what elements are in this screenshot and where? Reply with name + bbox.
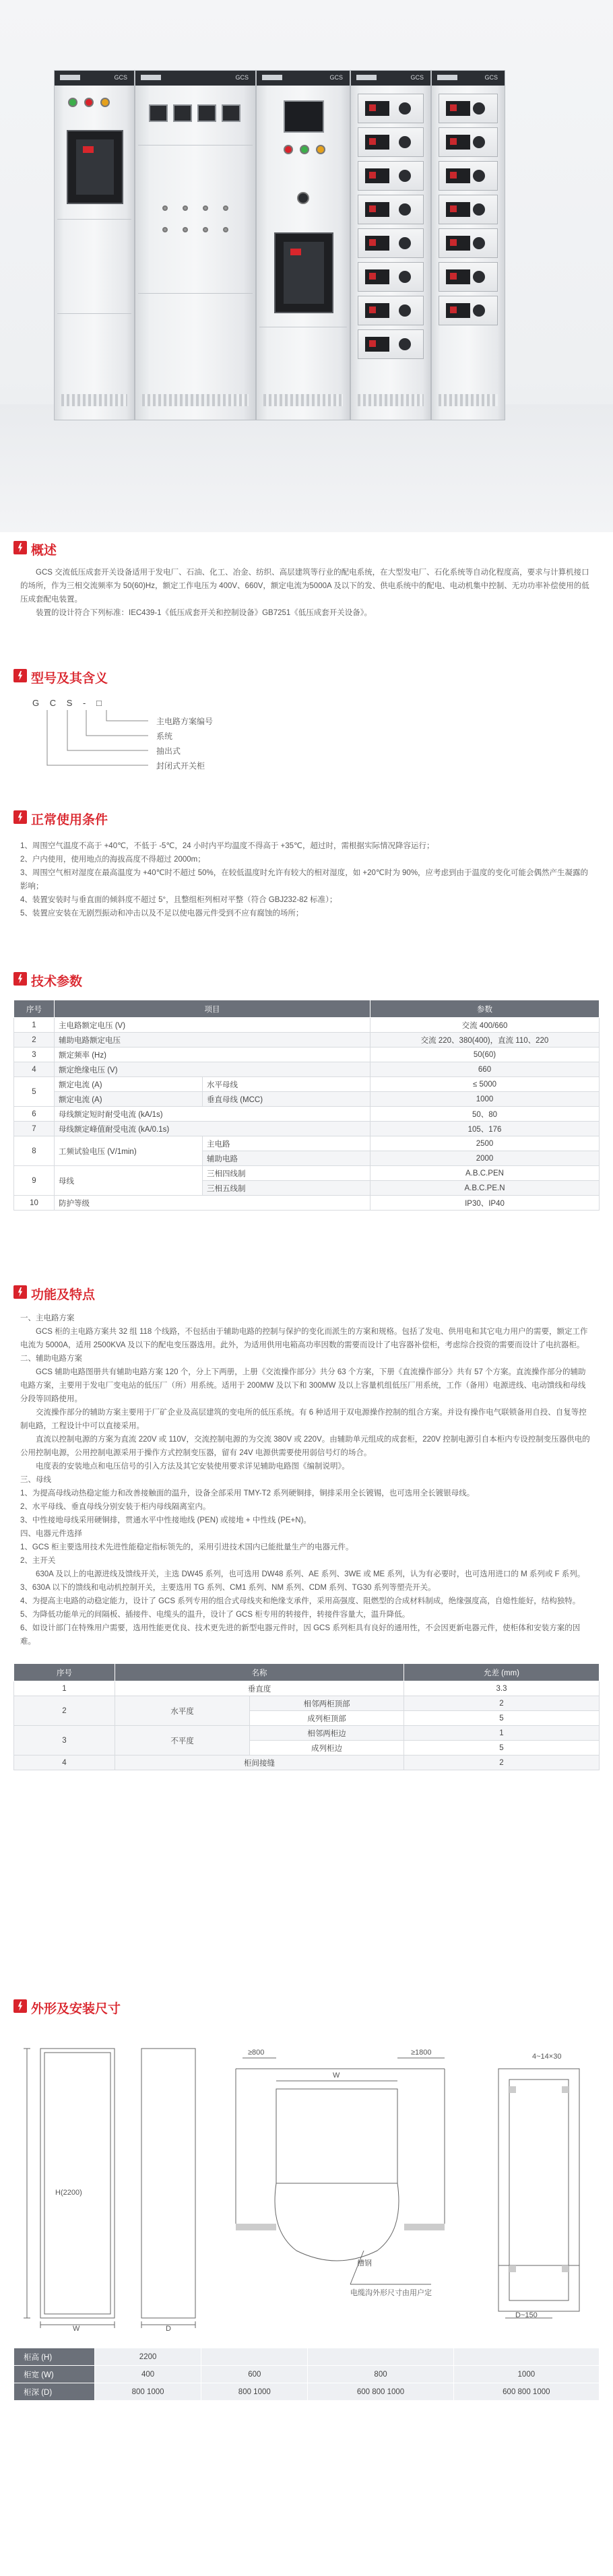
tech-header-val: 参数 bbox=[370, 1000, 600, 1018]
table-row: 5 额定电流 (A) 水平母线 ≤ 5000 bbox=[14, 1077, 600, 1092]
table-row: 辅助电路 2000 bbox=[14, 1151, 600, 1166]
dim-label-hole: 4~14×30 bbox=[532, 2053, 562, 2061]
table-row: 三相五线制 A.B.C.PE.N bbox=[14, 1181, 600, 1196]
model-bracket-lines bbox=[13, 695, 162, 775]
model-section bbox=[13, 667, 600, 775]
table-row: 8 工频试验电压 (V/1min) 主电路 2500 bbox=[14, 1136, 600, 1151]
dims-title: 外形及安装尺寸 bbox=[31, 2002, 121, 2016]
dim-label-front-gap: ≥800 bbox=[248, 2049, 265, 2057]
table-row: 成列柜边 5 bbox=[14, 1741, 600, 1756]
tech-header-no: 序号 bbox=[14, 1000, 55, 1018]
model-label-1: 主电路方案编号 bbox=[156, 717, 214, 726]
dim-label-trench: 电缆沟外形尺寸由用户定 bbox=[350, 2289, 432, 2297]
section-marker-icon bbox=[13, 541, 27, 554]
section-marker-icon bbox=[13, 810, 27, 824]
table-row: 7 母线额定峰值耐受电流 (kA/0.1s) 105、176 bbox=[14, 1122, 600, 1136]
floor bbox=[0, 404, 613, 532]
section-marker-icon bbox=[13, 1999, 27, 2013]
cabinet-2 bbox=[135, 70, 256, 420]
dim-label-h: H(2200) bbox=[55, 2189, 82, 2197]
condition-item-1: 1、周围空气温度不高于 +40℃，不低于 -5℃，24 小时内平均温度不得高于 +35℃，超过时，需根据实际情况降容运行； bbox=[20, 842, 434, 850]
cabinet-label: GCS bbox=[329, 74, 343, 81]
tech-table bbox=[13, 1000, 600, 1211]
dim-label-cable: 槽钢 bbox=[357, 2259, 372, 2267]
dim-label-d150: D~150 bbox=[515, 2311, 538, 2319]
table-row: 柜高 (H) 2200 bbox=[14, 2348, 600, 2366]
table-row: 1 主电路额定电压 (V) 交流 400/660 bbox=[14, 1018, 600, 1033]
dim-label-back-gap: ≥1800 bbox=[411, 2049, 432, 2057]
table-row: 柜宽 (W) 400 600 800 1000 bbox=[14, 2366, 600, 2383]
model-label-3: 抽出式 bbox=[156, 746, 181, 756]
cabinet-label: GCS bbox=[484, 74, 498, 81]
product-hero-image bbox=[0, 0, 613, 532]
section-marker-icon bbox=[13, 669, 27, 682]
model-label-4: 封闭式开关柜 bbox=[156, 761, 205, 771]
cabinet-5 bbox=[431, 70, 505, 420]
table-row: 2 辅助电路额定电压 交流 220、380(400)，直流 110、220 bbox=[14, 1033, 600, 1048]
cabinet-label: GCS bbox=[114, 74, 127, 81]
table-row: 3 不平度 相邻两柜边 1 bbox=[14, 1726, 600, 1741]
cabinet-3 bbox=[256, 70, 350, 420]
overview-section bbox=[13, 539, 600, 620]
table-row: 6 母线额定短时耐受电流 (kA/1s) 50、80 bbox=[14, 1107, 600, 1122]
table-row: 9 母线 三相四线制 A.B.C.PEN bbox=[14, 1166, 600, 1181]
dim-label-d: D bbox=[166, 2325, 171, 2333]
condition-item-3: 3、周围空气相对湿度在最高温度为 +40℃时不超过 50%，在较低温度时允许有较大的相对湿度，如 +20℃时为 90%，应考虑到由于温度的变化可能会偶然产生凝露的影响； bbox=[20, 869, 589, 891]
table-row: 3 额定频率 (Hz) 50(60) bbox=[14, 1048, 600, 1062]
model-title: 型号及其含义 bbox=[31, 672, 108, 686]
conditions-section bbox=[13, 808, 600, 920]
cabinet-label: GCS bbox=[235, 74, 249, 81]
tech-title: 技术参数 bbox=[31, 975, 83, 989]
table-row: 柜深 (D) 800 1000 800 1000 600 800 1000 600 800 1000 bbox=[14, 2383, 600, 2401]
dimension-drawing-svg bbox=[13, 2028, 600, 2331]
table-row: 成列柜顶部 5 bbox=[14, 1711, 600, 1726]
table-row: 4 柜间接缝 2 bbox=[14, 1756, 600, 1770]
dimension-table bbox=[13, 2348, 600, 2401]
condition-item-2: 2、户内使用，使用地点的海拔高度不得超过 2000m； bbox=[20, 856, 205, 864]
dims-section bbox=[13, 1997, 600, 2401]
conditions-title: 正常使用条件 bbox=[31, 813, 108, 827]
condition-item-4: 4、装置安装时与垂直面的倾斜度不超过 5°，且整组柜列相对平整（符合 GBJ232-82 标准）； bbox=[20, 896, 337, 904]
cabinet-4 bbox=[350, 70, 431, 420]
dim-label-w: W bbox=[73, 2325, 80, 2333]
overview-paragraph-1: GCS 交流低压成套开关设备适用于发电厂、石油、化工、冶金、纺织、高层建筑等行业的配电系统，在大型发电厂、石化系统等自动化程度高，要求与计算机接口的场所，作为三相交流频率为 50(60)Hz，额定工作电压为 400V、660V，额定电流为5000A 及以下的发、供电系统中的配电、电动机集中控制、无功功率补偿使用的低压成套配电装置。 bbox=[20, 569, 589, 604]
section-marker-icon bbox=[13, 972, 27, 986]
dimension-drawing bbox=[13, 2028, 600, 2331]
features-text: 一、主电路方案 GCS 柜的主电路方案共 32 组 118 个线路，不包括由于辅助电路的控制与保护的变化而派生的方案和规格。包括了发电、供用电和其它电力用户的需要，额定工作电流为 5000A，适用 2500KVA 及以下的配电变压器选用。此外，为适用供用电箱高功率因数的需要而设计了电容器补偿柜，考虑综合投资的需要而设计了电抗器柜。 二、辅助电路方案 GCS 辅助电路图册共有辅助电路方案 120 个，分上下两册，上册《交流操作部分》共分 63 个方案，下册《直流操作部分》共有 57 个方案。直流操作部分的辅助电路方案，主要用于发电厂变电站的低压厂（所）用系统。适用于 200MW 及以下和 300MW 及以上容量机组低压厂用系统，工作（备用）电源进线、电动馈线和母线分段等回路使用。 交流操作部分的辅助方案主要用于厂矿企业及高层建筑的变电所的低压系统。有 6 种适用于双电源操作控制的组合方案。并设有操作电气联锁备用自投、自复等控制电路，工程设计中可以直接采用。 直流以控制电源的方案为直流 220V 或 110V，交流控制电源的为交流 380V 或 220V。由辅助单元组成的成套柜，220V 控制电源引自本柜内专设控制变压器供电的公用控制电源，公用控制电源采用于操作方式控制变压器，留有 24V 电源供需要使用弱信号灯的场合。 电度表的安装地点和电压信号的引入方法及其它安装使用要求详见辅助电路图《编制说明》。 三、母线 1、为提高母线动热稳定能力和改善接触面的温升，设备全部采用 TMY-T2 系列硬铜排，铜排采用全长镀锡，也可选用全长镀银母线。 2、水平母线、垂直母线分别安装于柜内母线隔离室内。 3、中性接地母线采用硬铜排，贯通水平中性接地线 (PEN) 或接地 + 中性线 (PE+N)。 四、电器元件选择 1、GCS 柜主要选用技术先进性能稳定指标领先的，采用引进技术国内已能批量生产的电器元件。 2、主开关 630A 及以上的电源进线及馈线开关，主选 DW45 系列，也可选用 DW48 系列、AE 系列、3WE 或 ME 系列，认为有必要时，也可选用进口的 M 系列或 F 系列。 3、630A 以下的馈线和电动机控制开关，主要选用 TG 系列、CM1 系列、NM 系列、CDM 系列、TG30 系列等塑壳开关。 4、为提高主电路的动稳定能力，设计了 GCS 系列专用的组合式母线夹和绝缘支承件，采用高强度、阻燃型的合成材料制成，绝缘强度高，自熄性能好，结构独特。 5、为降低功能单元的间隔板、插接件、电缆头的温升，设计了 GCS 柜专用的转接件，转接件容量大，温升降低。 6、如设计部门在特殊用户需要，选用性能更优良、技术更先进的新型电器元件时，因 GCS 系列柜具有良好的通用性，不会因更新电器元件，使柜体和安装方案的因难。 bbox=[20, 1314, 590, 1646]
table-row: 10 防护等级 IP30、IP40 bbox=[14, 1196, 600, 1211]
model-label-2: 系统 bbox=[156, 732, 173, 741]
table-row: 1 垂直度 3.3 bbox=[14, 1681, 600, 1696]
section-marker-icon bbox=[13, 1285, 27, 1299]
cabinet-1 bbox=[54, 70, 135, 420]
model-code: G C S - □ bbox=[32, 698, 106, 708]
features-section bbox=[13, 1283, 600, 1770]
features-title: 功能及特点 bbox=[31, 1288, 96, 1302]
tolerance-table: 序号 名称 允差 (mm) 1 垂直度 3.3 2 水平度 相邻两柜顶部 2 成列柜顶部 5 3 不平度 相邻两柜边 1 成列柜边 5 4 柜间接缝 2 bbox=[13, 1663, 600, 1770]
tech-section bbox=[13, 970, 600, 1211]
model-diagram bbox=[13, 695, 600, 775]
table-row: 2 水平度 相邻两柜顶部 2 bbox=[14, 1696, 600, 1711]
cabinet-label: GCS bbox=[410, 74, 424, 81]
tech-header-item: 项目 bbox=[55, 1000, 370, 1018]
overview-paragraph-2: 装置的设计符合下列标准：IEC439-1《低压成套开关和控制设备》GB7251《低压成套开关设备》。 bbox=[36, 609, 373, 617]
overview-title: 概述 bbox=[31, 544, 57, 558]
table-row: 4 额定绝缘电压 (V) 660 bbox=[14, 1062, 600, 1077]
dim-label-w-top: W bbox=[333, 2071, 340, 2080]
condition-item-5: 5、装置应安装在无剧烈振动和冲击以及不足以使电器元件受到不应有腐蚀的场所； bbox=[20, 909, 304, 917]
table-row: 额定电流 (A) 垂直母线 (MCC) 1000 bbox=[14, 1092, 600, 1107]
